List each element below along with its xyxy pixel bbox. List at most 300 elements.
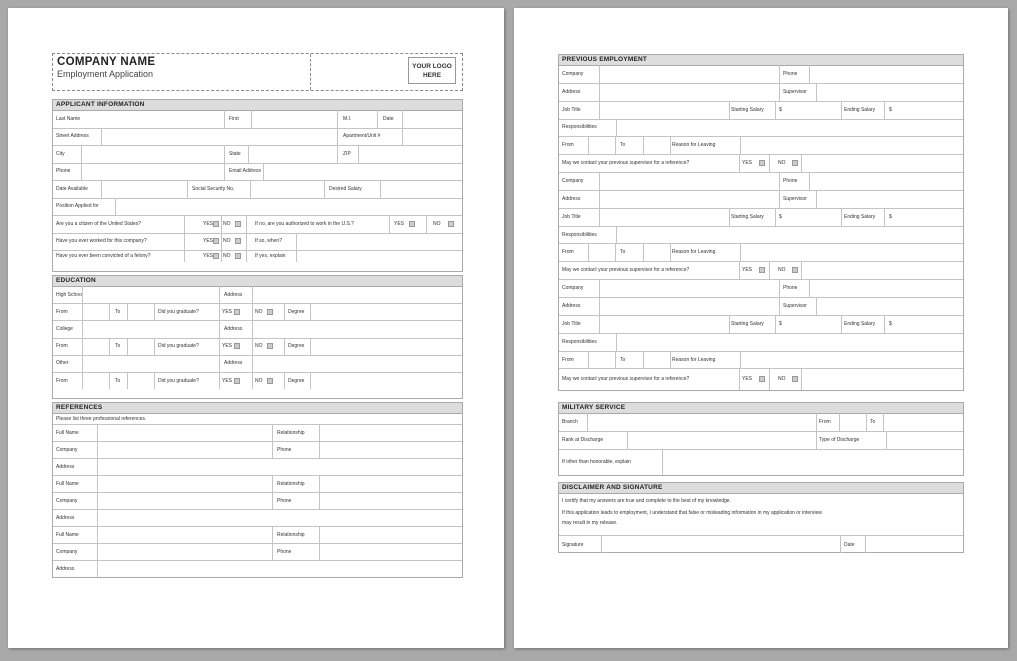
- from-label: From: [56, 308, 68, 315]
- reason-label: Reason for Leaving: [672, 356, 716, 363]
- job-title-label: Job Title: [562, 106, 581, 113]
- cell-divider: [670, 351, 671, 369]
- cell-divider: [779, 190, 780, 208]
- other-school-address-field[interactable]: [252, 355, 464, 372]
- if-so-when-label: If so, when?: [255, 238, 282, 245]
- cell-divider: [184, 250, 185, 262]
- no-label: NO: [778, 267, 786, 274]
- reference-relationship-field[interactable]: [319, 526, 464, 543]
- supervisor-label: Supervisor: [783, 195, 807, 202]
- row-reference-name: [53, 475, 462, 493]
- explain-label: If yes, explain: [255, 253, 286, 259]
- cell-divider: [224, 163, 225, 181]
- reference-company-field[interactable]: [97, 492, 272, 509]
- explain-field[interactable]: [662, 449, 965, 475]
- felony-no-checkbox[interactable]: [235, 253, 241, 259]
- starting-salary-label: Starting Salary: [731, 213, 764, 220]
- cell-divider: [219, 338, 220, 355]
- job-title-label: Job Title: [562, 213, 581, 220]
- signature-label: Signature: [562, 541, 584, 548]
- row-rank: [559, 431, 963, 450]
- graduate-question: Did you graduate?: [158, 308, 199, 315]
- employer-company-field[interactable]: [599, 279, 779, 297]
- cell-divider: [272, 424, 273, 441]
- row-contact-supervisor: [559, 261, 963, 280]
- apartment-field[interactable]: [402, 128, 464, 146]
- email-field[interactable]: [263, 163, 464, 181]
- reference-name-field[interactable]: [97, 424, 272, 441]
- cell-divider: [284, 372, 285, 389]
- other-school-from-field[interactable]: [82, 372, 109, 389]
- employer-address-field[interactable]: [599, 83, 779, 101]
- phone-label: Phone: [56, 168, 71, 175]
- phone-label: Phone: [783, 285, 798, 292]
- authorized-no-checkbox[interactable]: [448, 221, 454, 227]
- cell-divider: [615, 244, 616, 262]
- high-school-degree-field[interactable]: [310, 303, 464, 320]
- cell-divider: [801, 261, 802, 279]
- yes-label: YES: [203, 220, 214, 227]
- address-label: Address: [562, 88, 581, 95]
- no-label: NO: [223, 220, 231, 227]
- full-name-label: Full Name: [56, 480, 79, 487]
- yes-label: YES: [203, 253, 214, 259]
- reference-phone-field[interactable]: [319, 441, 464, 458]
- reason-label: Reason for Leaving: [672, 142, 716, 149]
- cell-divider: [246, 215, 247, 233]
- cell-divider: [337, 110, 338, 128]
- high-school-address-label: Address: [224, 291, 243, 298]
- from-label: From: [562, 356, 574, 363]
- row-employer-address: [559, 297, 963, 316]
- phone-label: Phone: [783, 178, 798, 185]
- currency-symbol: $: [889, 213, 892, 220]
- row-college: [53, 320, 462, 338]
- phone-field[interactable]: [81, 163, 224, 181]
- ending-salary-field[interactable]: [884, 208, 965, 226]
- cell-divider: [246, 250, 247, 262]
- to-label: To: [115, 343, 121, 350]
- cell-divider: [184, 233, 185, 251]
- disclaimer-signature-section: [558, 482, 964, 553]
- responsibilities-field[interactable]: [616, 119, 965, 137]
- felony-question: Have you ever been convicted of a felony?: [56, 253, 151, 259]
- citizen-question: Are you a citizen of the United States?: [56, 220, 142, 227]
- cell-divider: [426, 215, 427, 233]
- ssn-field[interactable]: [250, 180, 324, 198]
- address-label: Address: [562, 195, 581, 202]
- from-label: From: [56, 377, 68, 384]
- graduate-question: Did you graduate?: [158, 377, 199, 384]
- currency-symbol: $: [889, 320, 892, 327]
- reference-name-field[interactable]: [97, 475, 272, 492]
- cell-divider: [272, 475, 273, 492]
- cell-divider: [154, 303, 155, 320]
- currency-symbol: $: [779, 320, 782, 327]
- reason-field[interactable]: [740, 244, 965, 262]
- row-name: [53, 110, 462, 129]
- cell-divider: [337, 128, 338, 146]
- education-section: [52, 275, 463, 399]
- mi-label: M.I.: [343, 115, 352, 122]
- cell-divider: [377, 110, 378, 128]
- job-title-field[interactable]: [599, 101, 729, 119]
- cell-divider: [252, 372, 253, 389]
- row-contact-supervisor: [559, 368, 963, 390]
- high-school-graduated-yes-checkbox[interactable]: [234, 309, 240, 315]
- discharge-type-field[interactable]: [886, 431, 965, 449]
- supervisor-label: Supervisor: [783, 302, 807, 309]
- yes-label: YES: [394, 220, 405, 227]
- reference-company-field[interactable]: [97, 543, 272, 560]
- reference-phone-field[interactable]: [319, 492, 464, 509]
- section-title: REFERENCES: [53, 403, 462, 414]
- reference-relationship-field[interactable]: [319, 475, 464, 492]
- felony-yes-checkbox[interactable]: [213, 253, 219, 259]
- form-subtitle: Employment Application: [57, 69, 154, 79]
- row-branch: [559, 413, 963, 432]
- authorized-question: If no, are you authorized to work in the U.S.?: [255, 220, 354, 227]
- supervisor-field[interactable]: [816, 297, 965, 315]
- employment-from-field[interactable]: [588, 136, 615, 154]
- supervisor-field[interactable]: [816, 190, 965, 208]
- cell-divider: [866, 413, 867, 431]
- employer-company-field[interactable]: [599, 172, 779, 190]
- row-reference-name: [53, 424, 462, 442]
- references-note: Please list three professional references.: [56, 415, 147, 422]
- from-label: From: [562, 249, 574, 256]
- relationship-label: Relationship: [277, 531, 305, 538]
- to-label: To: [620, 249, 626, 256]
- position-field[interactable]: [115, 198, 464, 216]
- employer-address-field[interactable]: [599, 190, 779, 208]
- yes-label: YES: [742, 376, 753, 383]
- ending-salary-field[interactable]: [884, 101, 965, 119]
- phone-label: Phone: [277, 446, 292, 453]
- employer-company-field[interactable]: [599, 65, 779, 83]
- row-college-dates: [53, 338, 462, 356]
- logo-text-line2: HERE: [422, 72, 442, 79]
- authorized-yes-checkbox[interactable]: [409, 221, 415, 227]
- row-employer-address: [559, 190, 963, 209]
- reference-address-field[interactable]: [97, 458, 464, 475]
- date-field[interactable]: [402, 110, 464, 128]
- city-label: City: [56, 150, 65, 157]
- branch-label: Branch: [562, 419, 578, 425]
- employment-from-field[interactable]: [588, 351, 615, 369]
- other-school-graduated-no-checkbox[interactable]: [267, 378, 273, 384]
- reason-field[interactable]: [740, 136, 965, 154]
- logo-placeholder[interactable]: [408, 57, 456, 84]
- branch-field[interactable]: [587, 413, 816, 431]
- reference-relationship-field[interactable]: [319, 424, 464, 441]
- reference-address-field[interactable]: [97, 560, 464, 577]
- reference-name-field[interactable]: [97, 526, 272, 543]
- reference-company-field[interactable]: [97, 441, 272, 458]
- references-section: [52, 402, 463, 578]
- citizen-yes-checkbox[interactable]: [213, 221, 219, 227]
- position-label: Position Applied for: [56, 203, 99, 210]
- cell-divider: [219, 320, 220, 337]
- worked-yes-checkbox[interactable]: [213, 238, 219, 244]
- cell-divider: [272, 526, 273, 543]
- to-label: To: [115, 377, 121, 384]
- row-reference-company: [53, 441, 462, 459]
- cell-divider: [221, 215, 222, 233]
- company-label: Company: [562, 285, 584, 292]
- row-employer-company: [559, 172, 963, 191]
- ending-salary-field[interactable]: [884, 315, 965, 333]
- citizen-no-checkbox[interactable]: [235, 221, 241, 227]
- employer-phone-field[interactable]: [809, 172, 965, 190]
- row-job-title: [559, 315, 963, 334]
- cell-divider: [775, 315, 776, 333]
- currency-symbol: $: [889, 106, 892, 113]
- employer-phone-field[interactable]: [809, 65, 965, 83]
- cell-divider: [272, 441, 273, 458]
- state-field[interactable]: [248, 145, 337, 163]
- address-label: Address: [56, 514, 75, 521]
- street-address-field[interactable]: [101, 128, 337, 146]
- row-responsibilities: [559, 119, 963, 138]
- contact-question: May we contact your previous supervisor for a reference?: [562, 267, 690, 274]
- phone-label: Phone: [277, 548, 292, 555]
- section-title: DISCLAIMER AND SIGNATURE: [559, 483, 963, 494]
- cell-divider: [729, 208, 730, 226]
- full-name-label: Full Name: [56, 531, 79, 538]
- military-from-field[interactable]: [839, 413, 866, 431]
- cell-divider: [779, 65, 780, 83]
- cell-divider: [801, 368, 802, 390]
- cell-divider: [221, 250, 222, 262]
- cell-divider: [779, 279, 780, 297]
- date-label: Date: [844, 541, 855, 548]
- logo-text-line1: YOUR LOGO: [412, 63, 452, 70]
- no-label: NO: [433, 220, 441, 227]
- college-graduated-no-checkbox[interactable]: [267, 343, 273, 349]
- from-label: From: [819, 419, 831, 425]
- relationship-label: Relationship: [277, 429, 305, 436]
- cell-divider: [670, 244, 671, 262]
- employment-from-field[interactable]: [588, 244, 615, 262]
- row-dates-reason: [559, 351, 963, 370]
- contact-yes-checkbox[interactable]: [759, 376, 765, 382]
- rank-field[interactable]: [627, 431, 816, 449]
- date-available-field[interactable]: [101, 180, 187, 198]
- disclaimer-line-1: I certify that my answers are true and complete to the best of my knowledge.: [562, 498, 731, 504]
- contact-yes-checkbox[interactable]: [759, 267, 765, 273]
- graduate-question: Did you graduate?: [158, 343, 199, 350]
- reference-phone-field[interactable]: [319, 543, 464, 560]
- cell-divider: [252, 338, 253, 355]
- company-label: Company: [562, 70, 584, 77]
- first-name-label: First: [229, 115, 239, 122]
- contact-no-checkbox[interactable]: [792, 160, 798, 166]
- form-page-1: [8, 8, 504, 648]
- felony-explain-field[interactable]: [296, 250, 464, 262]
- cell-divider: [739, 368, 740, 390]
- college-name-field[interactable]: [82, 320, 219, 337]
- date-label: Date: [383, 115, 394, 122]
- cell-divider: [779, 172, 780, 190]
- high-school-name-field[interactable]: [82, 286, 219, 303]
- cell-divider: [739, 154, 740, 172]
- supervisor-field[interactable]: [816, 83, 965, 101]
- form-page-2: [514, 8, 1008, 648]
- no-label: NO: [255, 308, 263, 315]
- cell-divider: [219, 286, 220, 303]
- college-graduated-yes-checkbox[interactable]: [234, 343, 240, 349]
- yes-label: YES: [222, 377, 233, 384]
- cell-divider: [284, 303, 285, 320]
- last-name-label: Last Name: [56, 115, 81, 122]
- logo-cell: [310, 54, 464, 90]
- company-label: Company: [56, 548, 78, 555]
- signature-field[interactable]: [601, 536, 840, 553]
- to-label: To: [620, 356, 626, 363]
- cell-divider: [187, 180, 188, 198]
- worked-when-field[interactable]: [296, 233, 464, 251]
- cell-divider: [729, 101, 730, 119]
- cell-divider: [775, 101, 776, 119]
- reference-address-field[interactable]: [97, 509, 464, 526]
- employment-to-field[interactable]: [643, 244, 670, 262]
- cell-divider: [775, 208, 776, 226]
- section-title: PREVIOUS EMPLOYMENT: [559, 55, 963, 66]
- cell-divider: [779, 83, 780, 101]
- cell-divider: [252, 303, 253, 320]
- contact-no-checkbox[interactable]: [792, 267, 798, 273]
- row-dates-reason: [559, 244, 963, 263]
- yes-label: YES: [222, 308, 233, 315]
- company-label: Company: [56, 446, 78, 453]
- college-address-field[interactable]: [252, 320, 464, 337]
- city-field[interactable]: [81, 145, 224, 163]
- cell-divider: [224, 110, 225, 128]
- row-availability: [53, 180, 462, 199]
- desired-salary-field[interactable]: [380, 180, 464, 198]
- row-citizen: [53, 215, 462, 234]
- last-name-field[interactable]: [98, 110, 224, 128]
- relationship-label: Relationship: [277, 480, 305, 487]
- contact-no-checkbox[interactable]: [792, 376, 798, 382]
- other-school-graduated-yes-checkbox[interactable]: [234, 378, 240, 384]
- job-title-label: Job Title: [562, 320, 581, 327]
- worked-no-checkbox[interactable]: [235, 238, 241, 244]
- high-school-address-field[interactable]: [252, 286, 464, 303]
- cell-divider: [670, 136, 671, 154]
- yes-label: YES: [742, 160, 753, 167]
- address-label: Address: [56, 565, 75, 572]
- other-school-to-field[interactable]: [127, 372, 154, 389]
- college-from-field[interactable]: [82, 338, 109, 355]
- phone-label: Phone: [277, 497, 292, 504]
- row-address: [53, 128, 462, 147]
- applicant-information-section: [52, 99, 463, 272]
- employer-address-field[interactable]: [599, 297, 779, 315]
- cell-divider: [840, 536, 841, 553]
- to-label: To: [620, 142, 626, 149]
- section-title: MILITARY SERVICE: [559, 403, 963, 414]
- cell-divider: [221, 233, 222, 251]
- contact-yes-checkbox[interactable]: [759, 160, 765, 166]
- responsibilities-field[interactable]: [616, 333, 965, 351]
- responsibilities-label: Responsibilities: [562, 124, 597, 131]
- from-label: From: [56, 343, 68, 350]
- email-label: Email Address: [229, 168, 261, 175]
- other-school-address-label: Address: [224, 360, 243, 367]
- job-title-field[interactable]: [599, 208, 729, 226]
- college-label: College: [56, 325, 73, 332]
- cell-divider: [272, 543, 273, 560]
- degree-label: Degree: [288, 377, 305, 384]
- college-to-field[interactable]: [127, 338, 154, 355]
- row-reference-name: [53, 526, 462, 544]
- first-name-field[interactable]: [251, 110, 337, 128]
- cell-divider: [841, 315, 842, 333]
- cell-divider: [219, 372, 220, 389]
- cell-divider: [184, 215, 185, 233]
- no-label: NO: [255, 343, 263, 350]
- section-title: EDUCATION: [53, 276, 462, 287]
- previous-employment-section: [558, 54, 964, 391]
- military-to-field[interactable]: [883, 413, 965, 431]
- responsibilities-field[interactable]: [616, 226, 965, 244]
- cell-divider: [816, 413, 817, 431]
- job-title-field[interactable]: [599, 315, 729, 333]
- reason-field[interactable]: [740, 351, 965, 369]
- zip-field[interactable]: [358, 145, 464, 163]
- row-employer-address: [559, 83, 963, 102]
- currency-symbol: $: [779, 213, 782, 220]
- cell-divider: [769, 261, 770, 279]
- high-school-from-field[interactable]: [82, 303, 109, 320]
- starting-salary-label: Starting Salary: [731, 106, 764, 113]
- row-reference-address: [53, 458, 462, 476]
- row-responsibilities: [559, 226, 963, 245]
- row-reference-company: [53, 492, 462, 510]
- cell-divider: [841, 208, 842, 226]
- zip-label: ZIP: [343, 150, 351, 157]
- cell-divider: [615, 136, 616, 154]
- row-employer-company: [559, 279, 963, 298]
- other-school-name-field[interactable]: [82, 355, 219, 372]
- yes-label: YES: [203, 238, 214, 245]
- apartment-label: Apartment/Unit #: [343, 133, 381, 140]
- cell-divider: [154, 338, 155, 355]
- employment-to-field[interactable]: [643, 136, 670, 154]
- high-school-to-field[interactable]: [127, 303, 154, 320]
- military-service-section: [558, 402, 964, 476]
- cell-divider: [324, 180, 325, 198]
- degree-label: Degree: [288, 308, 305, 315]
- high-school-graduated-no-checkbox[interactable]: [267, 309, 273, 315]
- form-header: [52, 53, 463, 91]
- degree-label: Degree: [288, 343, 305, 350]
- row-signature: [559, 535, 963, 553]
- from-label: From: [562, 142, 574, 149]
- employer-phone-field[interactable]: [809, 279, 965, 297]
- employment-to-field[interactable]: [643, 351, 670, 369]
- cell-divider: [109, 338, 110, 355]
- no-label: NO: [223, 253, 231, 259]
- responsibilities-label: Responsibilities: [562, 338, 597, 345]
- cell-divider: [769, 368, 770, 390]
- other-school-degree-field[interactable]: [310, 372, 464, 389]
- row-worked-before: [53, 233, 462, 252]
- college-degree-field[interactable]: [310, 338, 464, 355]
- signature-date-field[interactable]: [865, 536, 965, 553]
